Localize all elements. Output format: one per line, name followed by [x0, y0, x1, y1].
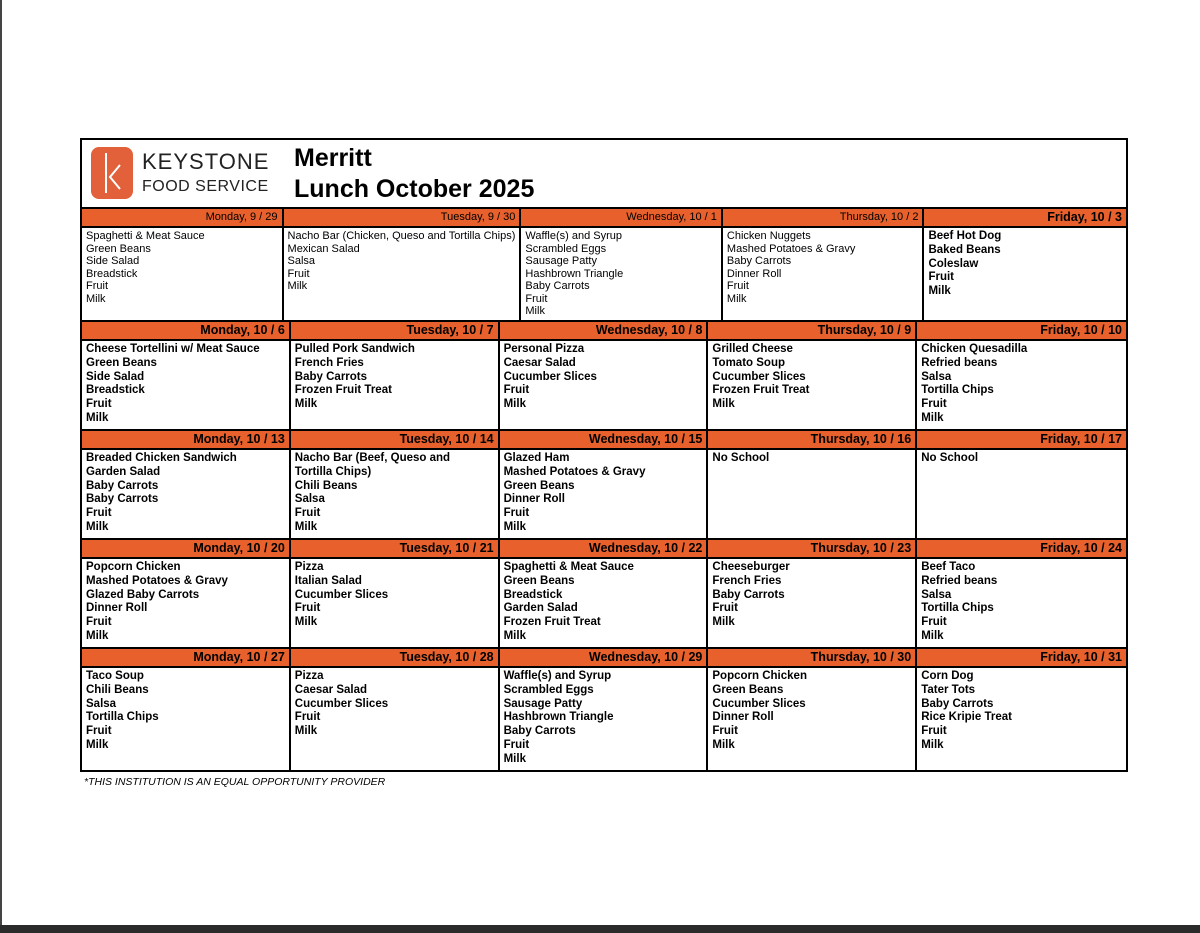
day-header: Wednesday, 10 / 1: [521, 209, 723, 228]
menu-item: Salsa: [921, 370, 952, 383]
menu-item: Green Beans: [86, 242, 151, 255]
menu-item: Corn Dog: [921, 670, 974, 682]
menu-item: Dinner Roll: [712, 711, 774, 724]
day-header: Friday, 10 / 24: [917, 540, 1126, 559]
menu-item: Refried beans: [921, 356, 998, 369]
day-menu: [82, 341, 291, 431]
menu-item: Mashed Potatoes & Gravy: [726, 242, 856, 255]
menu-item: Milk: [86, 520, 109, 533]
menu-item: Chicken Nuggets: [726, 230, 811, 242]
menu-item: Fruit: [294, 507, 321, 520]
day-menu: [708, 559, 917, 649]
menu-item: Beef Hot Dog: [928, 230, 1002, 242]
menu-item: Green Beans: [86, 356, 157, 369]
menu-item: Breadstick: [503, 588, 563, 601]
menu-item: Milk: [86, 738, 109, 751]
menu-item: Milk: [503, 398, 526, 411]
menu-item: Hashbrown Triangle: [503, 711, 614, 724]
menu-item: Chicken Quesadilla: [921, 343, 1028, 355]
menu-item: Waffle(s) and Syrup: [503, 670, 612, 682]
day-menu: [284, 228, 522, 322]
menu-item: Milk: [86, 411, 109, 424]
brand-subtitle: FOOD SERVICE: [142, 178, 269, 195]
menu-item: Milk: [503, 629, 526, 642]
menu-item: No School: [921, 452, 979, 464]
menu-item: Fruit: [503, 507, 530, 520]
menu-item: Sausage Patty: [503, 697, 583, 710]
menu-item: Milk: [287, 280, 308, 292]
menu-item: Frozen Fruit Treat: [294, 384, 392, 397]
menu-item: Frozen Fruit Treat: [503, 616, 601, 629]
menu-item: Green Beans: [712, 683, 784, 696]
menu-item: Salsa: [86, 697, 117, 710]
menu-item: Fruit: [525, 292, 548, 305]
menu-item: Milk: [503, 520, 526, 533]
day-menu: [82, 559, 291, 649]
day-header: Thursday, 10 / 9: [708, 322, 917, 341]
menu-item: Baby Carrots: [86, 493, 159, 506]
menu-item: Scrambled Eggs: [525, 242, 607, 255]
menu-item: Frozen Fruit Treat: [712, 384, 810, 397]
day-menu: [82, 450, 291, 540]
menu-item: Baby Carrots: [712, 588, 785, 601]
menu-item: Caesar Salad: [294, 683, 368, 696]
menu-item: Glazed Baby Carrots: [86, 588, 200, 601]
day-header: Monday, 10 / 20: [82, 540, 291, 559]
menu-item: Milk: [928, 285, 951, 298]
menu-item: Fruit: [86, 280, 108, 292]
day-header: Friday, 10 / 17: [917, 431, 1126, 450]
menu-item: Nacho Bar (Chicken, Queso and Tortilla Chips): [287, 230, 516, 242]
day-header: Thursday, 10 / 30: [708, 649, 917, 668]
day-menu: [500, 559, 709, 649]
menu-item: Popcorn Chicken: [86, 561, 181, 573]
menu-item: Popcorn Chicken: [712, 670, 807, 682]
day-header: Tuesday, 9 / 30: [284, 209, 522, 228]
day-header: Monday, 10 / 13: [82, 431, 291, 450]
menu-item: Beef Taco: [921, 561, 976, 573]
menu-item: Mexican Salad: [287, 242, 360, 255]
menu-item: Green Beans: [503, 574, 575, 587]
day-menu: [917, 559, 1126, 649]
menu-item: Waffle(s) and Syrup: [525, 230, 622, 242]
day-menu: [708, 341, 917, 431]
day-menu: [917, 341, 1126, 431]
menu-item: Fruit: [726, 280, 749, 292]
footer-note: *THIS INSTITUTION IS AN EQUAL OPPORTUNITY PROVIDER: [84, 776, 386, 788]
day-menu: [500, 668, 709, 770]
menu-item: Mashed Potatoes & Gravy: [503, 465, 646, 478]
menu-item: Fruit: [287, 267, 310, 280]
menu-item: Salsa: [287, 255, 316, 267]
menu-item: Fruit: [86, 507, 112, 520]
menu-item: Salsa: [294, 493, 325, 506]
menu-item: Cucumber Slices: [712, 697, 806, 710]
menu-item: Fruit: [86, 616, 112, 629]
menu-item: Side Salad: [86, 255, 140, 267]
menu-item: Scrambled Eggs: [503, 683, 594, 696]
day-header: Thursday, 10 / 16: [708, 431, 917, 450]
menu-item: Sausage Patty: [525, 255, 597, 267]
menu-item: Side Salad: [86, 370, 145, 383]
menu-item: Milk: [726, 292, 747, 305]
day-header: Wednesday, 10 / 22: [500, 540, 709, 559]
menu-item: Milk: [294, 398, 318, 411]
menu-item: Baby Carrots: [726, 255, 792, 267]
day-menu: [708, 450, 917, 540]
day-menu: [82, 668, 291, 770]
menu-item: Breaded Chicken Sandwich: [86, 452, 237, 464]
menu-item: Cucumber Slices: [294, 697, 389, 710]
day-header: Friday, 10 / 10: [917, 322, 1126, 341]
day-header: Tuesday, 10 / 7: [291, 322, 500, 341]
menu-item: Fruit: [921, 725, 947, 738]
menu-item: Fruit: [921, 616, 947, 629]
menu-item: Milk: [712, 616, 735, 629]
menu-item: Cucumber Slices: [294, 588, 389, 601]
menu-item: Cucumber Slices: [503, 370, 597, 383]
menu-item: Tomato Soup: [712, 356, 786, 369]
menu-item: Tortilla Chips): [294, 465, 372, 478]
menu-item: Tortilla Chips: [86, 711, 159, 724]
menu-item: Italian Salad: [294, 574, 362, 587]
menu-item: Spaghetti & Meat Sauce: [86, 230, 205, 242]
school-name: Merritt: [294, 144, 372, 172]
menu-item: French Fries: [294, 356, 364, 369]
day-header: Thursday, 10 / 23: [708, 540, 917, 559]
menu-item: Taco Soup: [86, 670, 144, 682]
day-menu: [917, 450, 1126, 540]
menu-item: Garden Salad: [503, 602, 578, 615]
day-header: Tuesday, 10 / 28: [291, 649, 500, 668]
day-menu: [291, 559, 500, 649]
week-row: [82, 322, 1126, 431]
menu-item: Green Beans: [503, 479, 575, 492]
day-header: Wednesday, 10 / 8: [500, 322, 709, 341]
menu-item: Glazed Ham: [503, 452, 570, 464]
menu-header: [82, 140, 1126, 209]
menu-item: Baked Beans: [928, 243, 1001, 256]
menu-item: Fruit: [294, 602, 321, 615]
menu-item: Coleslaw: [928, 257, 979, 270]
menu-item: Garden Salad: [86, 465, 161, 478]
day-menu: [723, 228, 925, 322]
week-row: [82, 209, 1126, 322]
menu-item: Dinner Roll: [726, 267, 782, 280]
menu-item: Salsa: [921, 588, 952, 601]
menu-item: Milk: [294, 725, 318, 738]
menu-item: Tortilla Chips: [921, 602, 994, 615]
day-header: Friday, 10 / 3: [924, 209, 1126, 228]
window-edge: [0, 0, 2, 925]
menu-item: Milk: [525, 305, 545, 317]
menu-item: Fruit: [294, 711, 321, 724]
week-row: [82, 540, 1126, 649]
day-header: Monday, 10 / 6: [82, 322, 291, 341]
day-header: Thursday, 10 / 2: [723, 209, 925, 228]
day-header: Wednesday, 10 / 29: [500, 649, 709, 668]
menu-item: Cheese Tortellini w/ Meat Sauce: [86, 343, 260, 355]
menu-item: Dinner Roll: [503, 493, 565, 506]
day-menu: [500, 450, 709, 540]
menu-item: Breadstick: [86, 267, 138, 280]
day-header: Tuesday, 10 / 21: [291, 540, 500, 559]
menu-item: Milk: [921, 629, 944, 642]
menu-item: Cheeseburger: [712, 561, 790, 573]
menu-item: Caesar Salad: [503, 356, 576, 369]
menu-item: Milk: [712, 398, 735, 411]
day-menu: [521, 228, 723, 322]
menu-item: Baby Carrots: [921, 697, 994, 710]
menu-title: Lunch October 2025: [294, 175, 535, 203]
day-menu: [291, 450, 500, 540]
menu-item: Fruit: [86, 725, 112, 738]
menu-item: Tortilla Chips: [921, 384, 994, 397]
day-header: Wednesday, 10 / 15: [500, 431, 709, 450]
menu-item: Fruit: [86, 398, 112, 411]
week-row: [82, 431, 1126, 540]
menu-item: Personal Pizza: [503, 343, 585, 355]
weeks-grid: [82, 209, 1126, 770]
day-menu: [924, 228, 1126, 322]
menu-item: Milk: [712, 738, 735, 751]
menu-item: Pizza: [294, 561, 324, 573]
menu-item: Rice Kripie Treat: [921, 711, 1012, 724]
day-menu: [708, 668, 917, 770]
menu-item: Grilled Cheese: [712, 343, 793, 355]
menu-item: Milk: [503, 752, 526, 765]
menu-item: Chili Beans: [294, 479, 358, 492]
menu-item: Tater Tots: [921, 683, 976, 696]
day-menu: [917, 668, 1126, 770]
menu-item: Pizza: [294, 670, 324, 682]
menu-item: Fruit: [921, 398, 947, 411]
menu-item: French Fries: [712, 574, 782, 587]
menu-item: Breadstick: [86, 384, 145, 397]
window-bottom-bar: [0, 925, 1200, 933]
menu-item: Baby Carrots: [86, 479, 159, 492]
menu-item: No School: [712, 452, 770, 464]
day-menu: [291, 341, 500, 431]
menu-item: Nacho Bar (Beef, Queso and: [294, 452, 451, 464]
menu-item: Dinner Roll: [86, 602, 148, 615]
menu-item: Baby Carrots: [525, 280, 590, 292]
day-menu: [82, 228, 284, 322]
day-menu: [291, 668, 500, 770]
day-header: Monday, 9 / 29: [82, 209, 284, 228]
menu-item: Hashbrown Triangle: [525, 267, 624, 280]
menu-item: Fruit: [503, 738, 530, 751]
menu-item: Milk: [86, 629, 109, 642]
brand-name: KEYSTONE: [142, 149, 270, 174]
menu-item: Baby Carrots: [294, 370, 368, 383]
menu-item: Milk: [86, 292, 106, 305]
menu-item: Milk: [294, 520, 318, 533]
lunch-menu-calendar: [80, 138, 1128, 772]
menu-item: Fruit: [503, 384, 530, 397]
day-header: Tuesday, 10 / 14: [291, 431, 500, 450]
keystone-logo-icon: [91, 147, 133, 199]
menu-item: Milk: [294, 616, 318, 629]
menu-item: Milk: [921, 411, 944, 424]
menu-item: Milk: [921, 738, 944, 751]
menu-item: Refried beans: [921, 574, 998, 587]
menu-item: Baby Carrots: [503, 725, 576, 738]
menu-item: Pulled Pork Sandwich: [294, 343, 415, 355]
menu-item: Spaghetti & Meat Sauce: [503, 561, 634, 573]
day-header: Friday, 10 / 31: [917, 649, 1126, 668]
menu-item: Fruit: [712, 725, 738, 738]
week-row: [82, 649, 1126, 770]
menu-item: Mashed Potatoes & Gravy: [86, 574, 228, 587]
menu-item: Cucumber Slices: [712, 370, 806, 383]
day-menu: [500, 341, 709, 431]
day-header: Monday, 10 / 27: [82, 649, 291, 668]
menu-item: Fruit: [712, 602, 738, 615]
menu-item: Chili Beans: [86, 683, 149, 696]
menu-item: Fruit: [928, 271, 955, 284]
